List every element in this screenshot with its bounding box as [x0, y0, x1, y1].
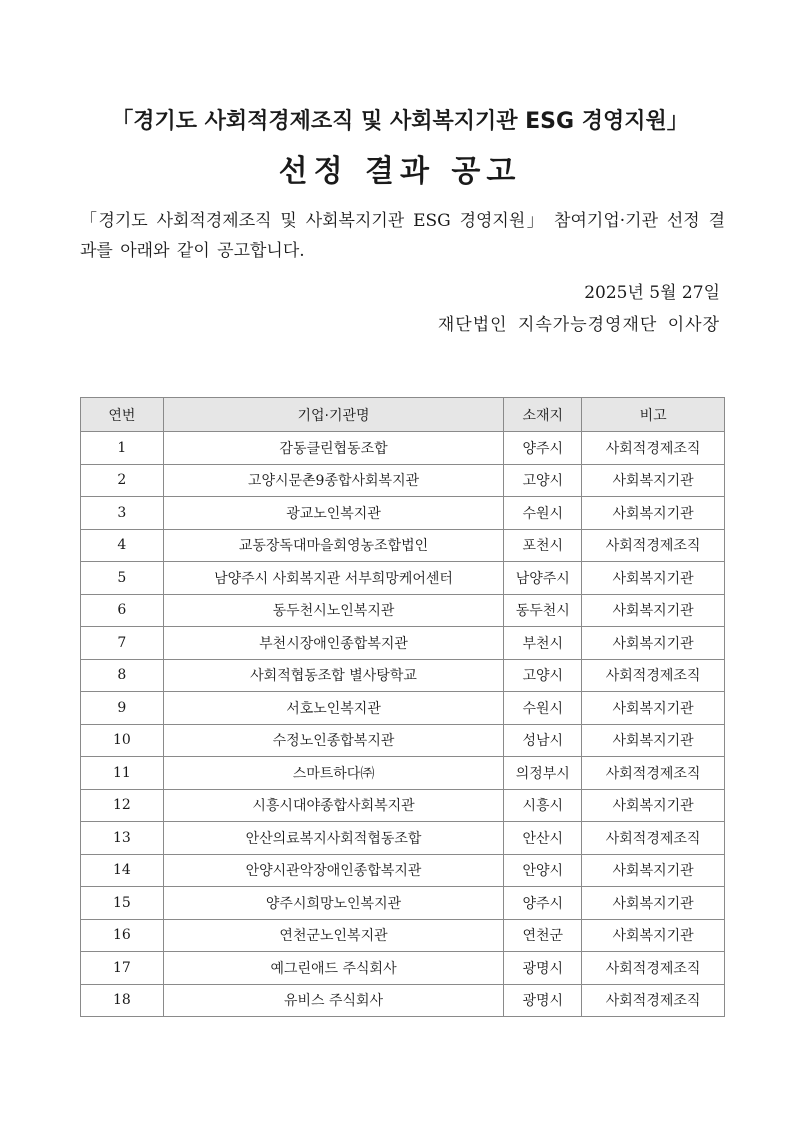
- cell-no: 13: [81, 822, 164, 855]
- cell-no: 1: [81, 432, 164, 465]
- table-row: [81, 529, 725, 562]
- cell-no: 18: [81, 984, 164, 1017]
- table-row: [81, 952, 725, 985]
- table-row: [81, 919, 725, 952]
- table-row: [81, 464, 725, 497]
- cell-location: 동두천시: [504, 594, 582, 627]
- cell-no: 16: [81, 919, 164, 952]
- table-row: [81, 562, 725, 595]
- cell-no: 14: [81, 854, 164, 887]
- cell-name: 광교노인복지관: [163, 497, 504, 530]
- cell-name: 남양주시 사회복지관 서부희망케어센터: [163, 562, 504, 595]
- cell-name: 사회적협동조합 별사탕학교: [163, 659, 504, 692]
- cell-note: 사회복지기관: [582, 464, 725, 497]
- cell-note: 사회복지기관: [582, 724, 725, 757]
- cell-name: 부천시장애인종합복지관: [163, 627, 504, 660]
- cell-no: 11: [81, 757, 164, 790]
- table-row: [81, 854, 725, 887]
- table-row: [81, 789, 725, 822]
- cell-no: 17: [81, 952, 164, 985]
- cell-location: 고양시: [504, 659, 582, 692]
- table-row: [81, 692, 725, 725]
- table-row: [81, 432, 725, 465]
- cell-note: 사회적경제조직: [582, 432, 725, 465]
- cell-location: 광명시: [504, 952, 582, 985]
- cell-note: 사회적경제조직: [582, 822, 725, 855]
- cell-name: 안산의료복지사회적협동조합: [163, 822, 504, 855]
- header-name: 기업·기관명: [163, 398, 504, 432]
- cell-no: 2: [81, 464, 164, 497]
- signer: 재단법인 지속가능경영재단 이사장: [437, 315, 720, 335]
- cell-note: 사회복지기관: [582, 497, 725, 530]
- cell-name: 고양시문촌9종합사회복지관: [163, 464, 504, 497]
- cell-location: 성남시: [504, 724, 582, 757]
- cell-name: 시흥시대야종합사회복지관: [163, 789, 504, 822]
- cell-note: 사회복지기관: [582, 854, 725, 887]
- cell-location: 시흥시: [504, 789, 582, 822]
- cell-name: 연천군노인복지관: [163, 919, 504, 952]
- header-no: 연번: [81, 398, 164, 432]
- table-row: [81, 757, 725, 790]
- cell-location: 연천군: [504, 919, 582, 952]
- header-note: 비고: [582, 398, 725, 432]
- cell-name: 감동클린협동조합: [163, 432, 504, 465]
- table-row: [81, 822, 725, 855]
- table-row: [81, 659, 725, 692]
- cell-location: 수원시: [504, 692, 582, 725]
- cell-note: 사회적경제조직: [582, 757, 725, 790]
- table-row: [81, 627, 725, 660]
- table-row: [81, 984, 725, 1017]
- intro-paragraph: 「경기도 사회적경제조직 및 사회복지기관 ESG 경영지원」 참여기업·기관 선정 결과를 아래와 같이 공고합니다.: [80, 211, 725, 261]
- cell-note: 사회복지기관: [582, 887, 725, 920]
- cell-note: 사회적경제조직: [582, 952, 725, 985]
- cell-location: 안양시: [504, 854, 582, 887]
- cell-note: 사회복지기관: [582, 692, 725, 725]
- cell-note: 사회적경제조직: [582, 529, 725, 562]
- cell-name: 교동장독대마을회영농조합법인: [163, 529, 504, 562]
- cell-name: 서호노인복지관: [163, 692, 504, 725]
- cell-name: 스마트하다㈜: [163, 757, 504, 790]
- cell-note: 사회복지기관: [582, 594, 725, 627]
- cell-no: 5: [81, 562, 164, 595]
- cell-name: 예그린애드 주식회사: [163, 952, 504, 985]
- cell-name: 동두천시노인복지관: [163, 594, 504, 627]
- table-header-row: [81, 398, 725, 432]
- cell-no: 15: [81, 887, 164, 920]
- cell-location: 양주시: [504, 887, 582, 920]
- results-table: [80, 397, 725, 1017]
- header-location: 소재지: [504, 398, 582, 432]
- title-line-2: 선정 결과 공고: [278, 154, 522, 189]
- cell-note: 사회적경제조직: [582, 659, 725, 692]
- cell-location: 포천시: [504, 529, 582, 562]
- cell-location: 의정부시: [504, 757, 582, 790]
- cell-note: 사회복지기관: [582, 919, 725, 952]
- table-row: [81, 724, 725, 757]
- cell-name: 유비스 주식회사: [163, 984, 504, 1017]
- cell-no: 12: [81, 789, 164, 822]
- cell-note: 사회적경제조직: [582, 984, 725, 1017]
- cell-no: 10: [81, 724, 164, 757]
- cell-name: 양주시희망노인복지관: [163, 887, 504, 920]
- cell-location: 고양시: [504, 464, 582, 497]
- cell-location: 남양주시: [504, 562, 582, 595]
- cell-no: 6: [81, 594, 164, 627]
- cell-no: 4: [81, 529, 164, 562]
- title-line-1: 「경기도 사회적경제조직 및 사회복지기관 ESG 경영지원」: [111, 109, 689, 134]
- cell-no: 9: [81, 692, 164, 725]
- table-row: [81, 497, 725, 530]
- cell-no: 8: [81, 659, 164, 692]
- cell-location: 안산시: [504, 822, 582, 855]
- table-body: [81, 432, 725, 1017]
- cell-note: 사회복지기관: [582, 562, 725, 595]
- table-row: [81, 594, 725, 627]
- cell-location: 수원시: [504, 497, 582, 530]
- cell-note: 사회복지기관: [582, 627, 725, 660]
- cell-no: 3: [81, 497, 164, 530]
- cell-no: 7: [81, 627, 164, 660]
- announcement-date: 2025년 5월 27일: [584, 283, 720, 303]
- cell-note: 사회복지기관: [582, 789, 725, 822]
- cell-name: 수정노인종합복지관: [163, 724, 504, 757]
- cell-name: 안양시관악장애인종합복지관: [163, 854, 504, 887]
- table-row: [81, 887, 725, 920]
- cell-location: 부천시: [504, 627, 582, 660]
- cell-location: 양주시: [504, 432, 582, 465]
- cell-location: 광명시: [504, 984, 582, 1017]
